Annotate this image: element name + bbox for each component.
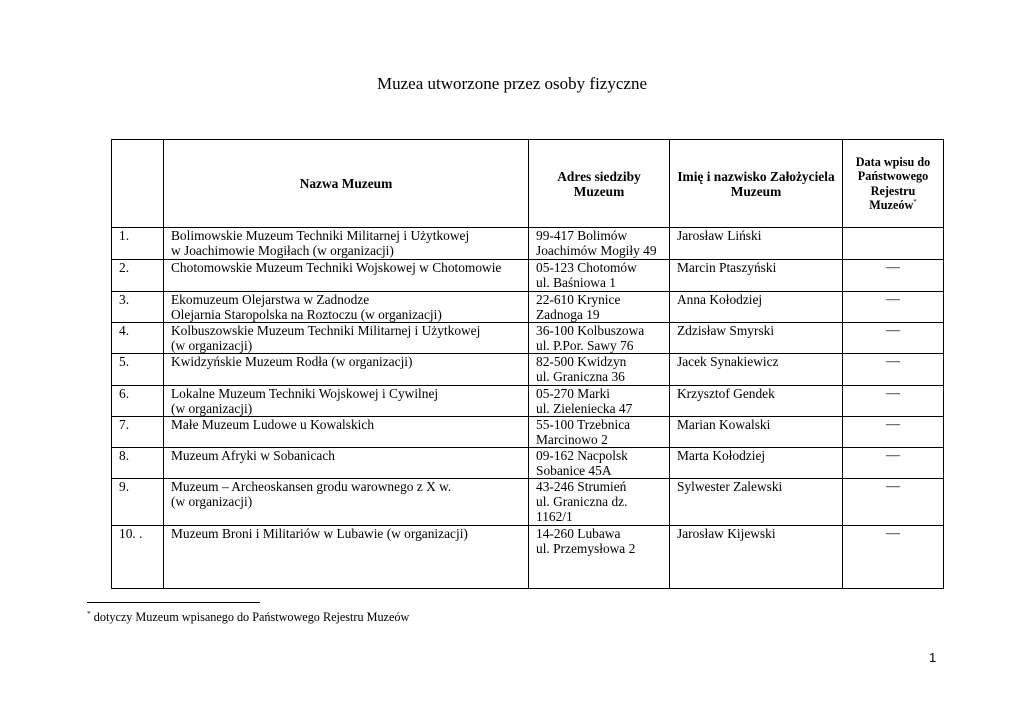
museum-name-line: Kolbuszowskie Muzeum Techniki Militarnej i Użytkowej <box>171 323 481 338</box>
founder-name: Jarosław Liński <box>670 228 843 260</box>
header-museum-name: Nazwa Muzeum <box>164 140 529 228</box>
museum-name-cell <box>164 417 529 448</box>
address-cell <box>529 386 670 417</box>
table-row <box>112 479 944 526</box>
address-line: 22-610 Krynice <box>536 292 621 307</box>
address-line: ul. Baśniowa 1 <box>536 275 616 290</box>
museum-name-line: Muzeum Broni i Militariów w Lubawie (w organizacji) <box>171 526 468 541</box>
museum-name-line: Małe Muzeum Ludowe u Kowalskich <box>171 417 375 432</box>
museum-name-line: Muzeum – Archeoskansen grodu warownego z X w. <box>171 479 452 494</box>
header-founder <box>670 140 843 228</box>
header-address <box>529 140 670 228</box>
table-row <box>112 292 944 323</box>
museum-name-cell <box>164 260 529 292</box>
address-line: 55-100 Trzebnica <box>536 417 631 432</box>
page-number: 1 <box>929 650 937 665</box>
museum-name-cell <box>164 323 529 354</box>
museum-name-line: Chotomowskie Muzeum Techniki Wojskowej w Chotomowie <box>171 260 502 275</box>
table-row <box>112 448 944 479</box>
museum-name-line: (w organizacji) <box>171 494 253 509</box>
row-number: 1. <box>112 228 164 260</box>
museum-name-line: Lokalne Muzeum Techniki Wojskowej i Cywilnej <box>171 386 439 401</box>
registry-date: — <box>843 526 944 589</box>
header-registry-line <box>845 198 941 212</box>
row-number: 9. <box>112 479 164 526</box>
row-number: 8. <box>112 448 164 479</box>
table-row <box>112 526 944 589</box>
registry-date: — <box>843 323 944 354</box>
header-founder-line: Imię i nazwisko Założyciela <box>677 168 835 184</box>
row-number: 4. <box>112 323 164 354</box>
museum-name-cell <box>164 292 529 323</box>
address-line: 09-162 Nacpolsk <box>536 448 628 463</box>
museum-name-cell <box>164 354 529 386</box>
footnote-mark: * <box>913 197 917 206</box>
address-cell <box>529 448 670 479</box>
table-row <box>112 386 944 417</box>
museum-name-line: Olejarnia Staropolska na Roztoczu (w organizacji) <box>171 307 442 322</box>
header-founder-line: Muzeum <box>730 183 782 199</box>
founder-name: Marcin Ptaszyński <box>670 260 843 292</box>
founder-name: Krzysztof Gendek <box>670 386 843 417</box>
address-cell <box>529 323 670 354</box>
row-number: 3. <box>112 292 164 323</box>
address-line: ul. P.Por. Sawy 76 <box>536 338 634 353</box>
table-row <box>112 228 944 260</box>
address-line: ul. Graniczna 36 <box>536 369 625 384</box>
row-number: 7. <box>112 417 164 448</box>
museums-table <box>111 139 944 589</box>
founder-name: Zdzisław Smyrski <box>670 323 843 354</box>
table-header-row <box>112 140 944 228</box>
museum-name-line: Kwidzyńskie Muzeum Rodła (w organizacji) <box>171 354 413 369</box>
founder-name: Anna Kołodziej <box>670 292 843 323</box>
address-cell <box>529 292 670 323</box>
registry-date: — <box>843 448 944 479</box>
address-line: 99-417 Bolimów <box>536 228 628 243</box>
address-line: 82-500 Kwidzyn <box>536 354 627 369</box>
registry-date: — <box>843 292 944 323</box>
museum-name-line: (w organizacji) <box>171 338 253 353</box>
header-address-line: Muzeum <box>573 183 625 199</box>
address-line: 05-123 Chotomów <box>536 260 637 275</box>
table-row <box>112 354 944 386</box>
table-row <box>112 323 944 354</box>
registry-date: — <box>843 260 944 292</box>
address-line: ul. Przemysłowa 2 <box>536 541 636 556</box>
footnote-text: dotyczy Muzeum wpisanego do Państwowego Rejestru Muzeów <box>93 610 410 624</box>
registry-date: — <box>843 386 944 417</box>
museum-name-line: (w organizacji) <box>171 401 253 416</box>
table-row <box>112 417 944 448</box>
address-cell <box>529 479 670 526</box>
address-cell <box>529 526 670 589</box>
registry-date: — <box>843 354 944 386</box>
founder-name: Marta Kołodziej <box>670 448 843 479</box>
museum-name-line: Ekomuzeum Olejarstwa w Zadnodze <box>171 292 370 307</box>
address-cell <box>529 260 670 292</box>
row-number: 2. <box>112 260 164 292</box>
row-number: 6. <box>112 386 164 417</box>
header-registry-line: Rejestru <box>870 183 916 198</box>
founder-name: Jarosław Kijewski <box>670 526 843 589</box>
footnote <box>87 609 409 625</box>
registry-date <box>843 228 944 260</box>
footnote-mark: * <box>87 609 91 618</box>
header-registry-line: Państwowego <box>857 169 929 184</box>
address-line: ul. Graniczna dz. <box>536 494 628 509</box>
row-number: 10. . <box>112 526 164 589</box>
founder-name: Sylwester Zalewski <box>670 479 843 526</box>
page-title: Muzea utworzone przez osoby fizyczne <box>377 74 647 93</box>
registry-date: — <box>843 417 944 448</box>
address-line: Marcinowo 2 <box>536 432 608 447</box>
address-line: 43-246 Strumień <box>536 479 627 494</box>
museum-name-cell <box>164 479 529 526</box>
address-line: 1162/1 <box>536 509 573 524</box>
address-cell <box>529 354 670 386</box>
address-line: Joachimów Mogiły 49 <box>536 243 657 258</box>
museum-name-line: Muzeum Afryki w Sobanicach <box>171 448 335 463</box>
founder-name: Marian Kowalski <box>670 417 843 448</box>
row-number: 5. <box>112 354 164 386</box>
table-row <box>112 260 944 292</box>
founder-name: Jacek Synakiewicz <box>670 354 843 386</box>
address-line: 05-270 Marki <box>536 386 611 401</box>
address-line: Zadnoga 19 <box>536 307 600 322</box>
address-cell <box>529 417 670 448</box>
address-line: ul. Zieleniecka 47 <box>536 401 633 416</box>
museum-name-line: w Joachimowie Mogiłach (w organizacji) <box>171 243 394 258</box>
registry-date: — <box>843 479 944 526</box>
address-line: Sobanice 45A <box>536 463 612 478</box>
address-cell <box>529 228 670 260</box>
footnote-separator <box>87 602 260 603</box>
header-registry-line: Data wpisu do <box>855 154 931 169</box>
museum-name-cell <box>164 526 529 589</box>
header-address-line: Adres siedziby <box>557 168 641 184</box>
address-line: 36-100 Kolbuszowa <box>536 323 645 338</box>
header-registry-text: Muzeów <box>869 197 914 212</box>
header-index-cell <box>112 140 164 228</box>
museum-name-cell <box>164 448 529 479</box>
address-line: 14-260 Lubawa <box>536 526 621 541</box>
museum-name-line: Bolimowskie Muzeum Techniki Militarnej i Użytkowej <box>171 228 470 243</box>
museum-name-cell <box>164 386 529 417</box>
header-registry-date <box>843 140 944 228</box>
museum-name-cell <box>164 228 529 260</box>
